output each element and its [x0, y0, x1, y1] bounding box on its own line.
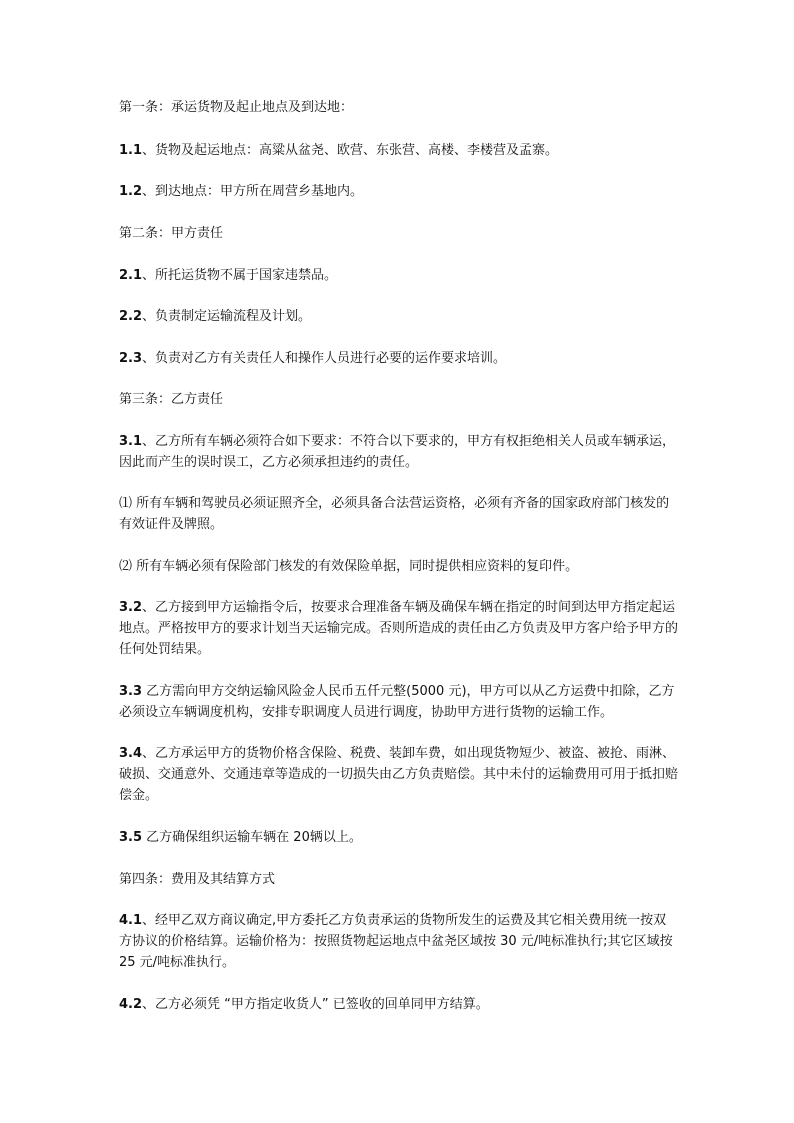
article-2-heading — [119, 223, 679, 244]
clause-number: 1.1 — [119, 143, 143, 158]
clause-number: 4.2 — [119, 997, 143, 1012]
clause-3-1 — [119, 431, 679, 473]
clause-3-2 — [119, 597, 679, 660]
paragraph-text: 、乙方承运甲方的货物价格含保险、税费、装卸车费，如出现货物短少、被盗、被抢、雨淋、破损、交通意外、交通违章等造成的一切损失由乙方负责赔偿。其中未付的运输费用可用于抵扣赔偿金。 — [119, 746, 679, 803]
clause-3-3 — [119, 681, 679, 723]
paragraph-text: 、乙方必须凭 “甲方指定收货人” 已签收的回单同甲方结算。 — [142, 997, 489, 1012]
clause-2-1 — [119, 265, 679, 286]
paragraph-text: ⑴ 所有车辆和驾驶员必须证照齐全，必须具备合法营运资格，必须有齐备的国家政府部门核发的有效证件及牌照。 — [119, 496, 670, 532]
clause-number: 2.1 — [119, 268, 143, 283]
paragraph-text: 、乙方所有车辆必须符合如下要求：不符合以下要求的，甲方有权拒绝相关人员或车辆承运，因此而产生的误时误工，乙方必须承担违约的责任。 — [119, 434, 676, 470]
paragraph-text: 、乙方接到甲方运输指令后，按要求合理准备车辆及确保车辆在指定的时间到达甲方指定起运地点。严格按甲方的要求计划当天运输完成。否则所造成的责任由乙方负责及甲方客户给予甲方的任何处罚结果。 — [119, 600, 679, 657]
paragraph-text: 第四条：费用及其结算方式 — [119, 872, 276, 887]
paragraph-text: 、所托运货物不属于国家违禁品。 — [142, 268, 338, 283]
clause-number: 3.1 — [119, 434, 143, 449]
clause-1-2 — [119, 181, 679, 202]
paragraph-text: 、经甲乙双方商议确定,甲方委托乙方负责承运的货物所发生的运费及其它相关费用统一按双方协议的价格结算。运输价格为：按照货物起运地点中盆尧区域按 30 元/吨标准执行;其它区域按 25 元/吨标准执行。 — [119, 913, 673, 970]
clause-number: 1.2 — [119, 184, 143, 199]
clause-3-5 — [119, 827, 679, 848]
clause-number: 3.3 — [119, 684, 143, 699]
article-1-heading — [119, 97, 679, 118]
clause-number: 2.3 — [119, 351, 143, 366]
clause-1-1 — [119, 140, 679, 161]
clause-2-2 — [119, 306, 679, 327]
paragraph-text: 乙方需向甲方交纳运输风险金人民币五仟元整(5000 元)，甲方可以从乙方运费中扣除，乙方必须设立车辆调度机构，安排专职调度人员进行调度，协助甲方进行货物的运输工作。 — [119, 684, 675, 720]
paragraph-text: ⑵ 所有车辆必须有保险部门核发的有效保险单据，同时提供相应资料的复印件。 — [119, 559, 579, 574]
clause-3-4 — [119, 743, 679, 806]
clause-number: 4.1 — [119, 913, 143, 928]
clause-2-3 — [119, 348, 679, 369]
clause-number: 3.4 — [119, 746, 143, 761]
paragraph-text: 、负责对乙方有关责任人和操作人员进行必要的运作要求培训。 — [142, 351, 507, 366]
paragraph-text: 乙方确保组织运输车辆在 20辆以上。 — [142, 830, 362, 845]
paragraph-text: 第二条：甲方责任 — [119, 226, 224, 241]
paragraph-text: 、到达地点：甲方所在周营乡基地内。 — [142, 184, 364, 199]
clause-number: 3.2 — [119, 600, 143, 615]
paragraph-text: 、货物及起运地点：高粱从盆尧、欧营、东张营、高楼、李楼营及孟寨。 — [142, 143, 559, 158]
article-3-heading — [119, 389, 679, 410]
article-4-heading — [119, 869, 679, 890]
clause-3-1-item-2 — [119, 556, 679, 577]
clause-3-1-item-1 — [119, 493, 679, 535]
clause-4-2 — [119, 994, 679, 1015]
clause-number: 2.2 — [119, 309, 143, 324]
paragraph-text: 第一条：承运货物及起止地点及到达地： — [119, 100, 354, 115]
paragraph-text: 第三条：乙方责任 — [119, 392, 224, 407]
clause-number: 3.5 — [119, 830, 143, 845]
paragraph-text: 、负责制定运输流程及计划。 — [142, 309, 312, 324]
clause-4-1 — [119, 910, 679, 973]
